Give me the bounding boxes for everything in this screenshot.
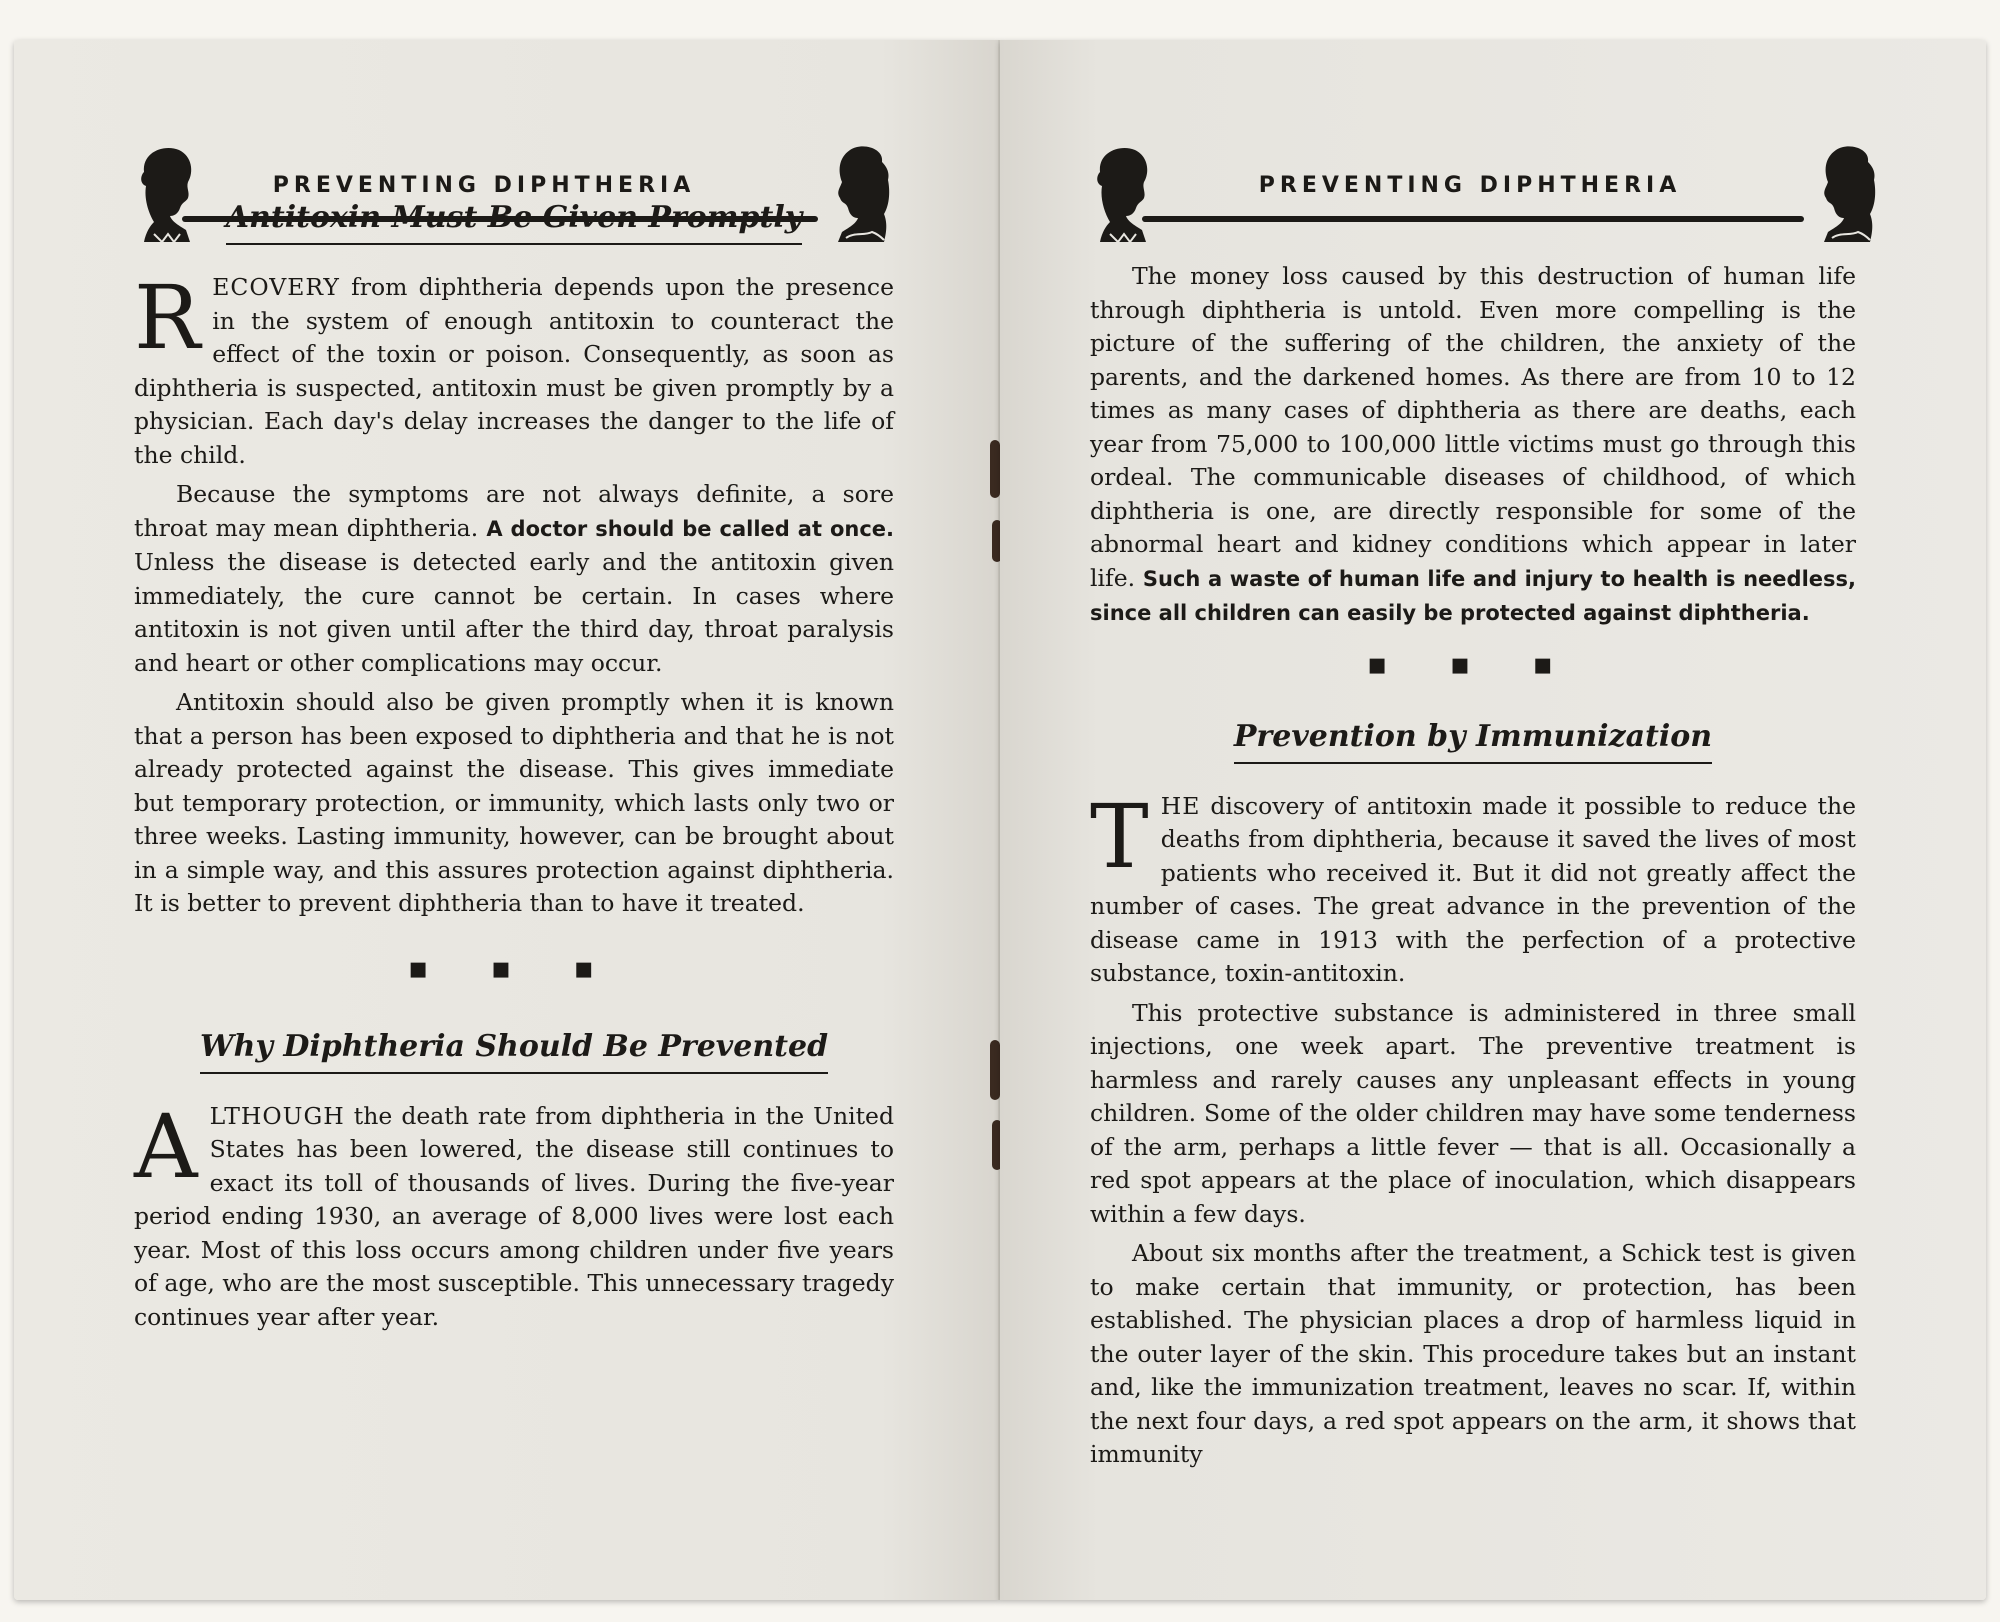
running-header-title: PREVENTING DIPHTHERIA <box>1258 173 1682 198</box>
binding-stitch <box>990 440 1000 498</box>
paragraph-text: This protective substance is administered in three small injections, one week apart. The preventive treatment is harmless and rarely causes any unpleasant effects in young children. Some of the older children may have some tenderness of the arm, perhaps a little fever — that is all. Occasionally a red spot appears at the place of inoculation, which disappears within a few days. <box>1090 998 1856 1228</box>
section-separator: ▪ ▪ ▪ <box>1367 646 1579 682</box>
right-page-content <box>1090 208 1856 1472</box>
section-heading-immunization: Prevention by Immunization <box>1234 719 1712 764</box>
paragraph <box>1090 260 1856 631</box>
paragraph <box>134 1094 894 1335</box>
paragraph-text: the death rate from diphtheria in the United States has been lowered, the disease still continues to exact its toll of thousands of lives. During the five-year period ending 1930, an average of 8,000 lives were lost each year. Most of this loss occurs among children under five years of age, who are the most susceptible. This unnecessary tragedy continues year after year. <box>134 1101 894 1331</box>
paragraph <box>134 478 894 680</box>
binding-stitch <box>990 1040 1000 1100</box>
paragraph-text: discovery of antitoxin made it possible to reduce the deaths from diphtheria, because it saved the lives of most patients who received it. But it did not greatly affect the number of cases. The great advance in the prevention of the disease came in 1913 with the perfection of a protective substance, toxin-antitoxin. <box>1090 791 1856 987</box>
booklet-spread <box>14 40 1986 1600</box>
drop-cap: A <box>134 1094 198 1198</box>
paragraph-text: The money loss caused by this destruction of human life through diphtheria is untold. Even more compelling is the picture of the suffering of the children, the anxiety of the parents, and the darkened homes. As there are from 10 to 12 times as many cases of diphtheria as there are deaths, each year from 75,000 to 100,000 little victims must go through this ordeal. The communicable diseases of childhood, of which diphtheria is one, are directly responsible for some of the abnormal heart and kidney conditions which appear in later life. <box>1090 262 1856 592</box>
lead-word: HE <box>1160 791 1201 820</box>
lead-word: LTHOUGH <box>209 1101 345 1130</box>
right-page <box>1000 40 1986 1600</box>
paragraph-text: Because the symptoms are not always definite, a sore throat may mean diphtheria. <box>134 480 894 542</box>
section-heading-why-prevented: Why Diphtheria Should Be Prevented <box>200 1029 828 1074</box>
left-page <box>14 40 1000 1600</box>
paragraph-text: About six months after the treatment, a Schick test is given to make certain that immunity, or protection, has been established. The physician places a drop of harmless liquid in the outer layer of the skin. This procedure takes but an instant and, like the immunization treatment, leaves no scar. If, within the next four days, a red spot appears on the arm, it shows that immunity <box>1090 1239 1856 1468</box>
paragraph <box>134 266 894 472</box>
paragraph <box>1090 1237 1856 1472</box>
paragraph <box>1090 784 1856 991</box>
lead-word: ECOVERY <box>212 273 340 301</box>
emphasis-text: A doctor should be called at once. <box>486 516 895 541</box>
paragraph-text: Unless the disease is detected early and the antitoxin given immediately, the cure cannot be certain. In cases where antitoxin is not given until after the third day, throat paralysis and heart or other complications may occur. <box>134 548 894 677</box>
paragraph <box>134 686 894 921</box>
paragraph <box>1090 997 1856 1232</box>
drop-cap: T <box>1090 784 1149 888</box>
drop-cap: R <box>134 266 201 369</box>
paragraph-text: Antitoxin should also be given promptly when it is known that a person has been exposed to diphtheria and that he is not already protected against the disease. This gives immediate but temporary protection, or immunity, which lasts only two or three weeks. Lasting immunity, however, can be brought about in a simple way, and this assures protection against diphtheria. It is better to prevent diphtheria than to have it treated. <box>134 688 894 917</box>
section-heading-antitoxin: Antitoxin Must Be Given Promptly <box>226 200 802 245</box>
emphasis-text: Such a waste of human life and injury to health is needless, since all children can easily be protected against diphtheria. <box>1090 566 1856 625</box>
paragraph-text: from diphtheria depends upon the presence in the system of enough antitoxin to counteract the effect of the toxin or poison. Consequently, as soon as diphtheria is suspected, antitoxin must be given promptly by a physician. Each day's delay increases the danger to the life of the child. <box>134 273 894 469</box>
running-header-title: PREVENTING DIPHTHERIA <box>272 173 696 198</box>
left-page-content <box>134 200 894 1334</box>
section-separator: ▪ ▪ ▪ <box>408 950 620 986</box>
